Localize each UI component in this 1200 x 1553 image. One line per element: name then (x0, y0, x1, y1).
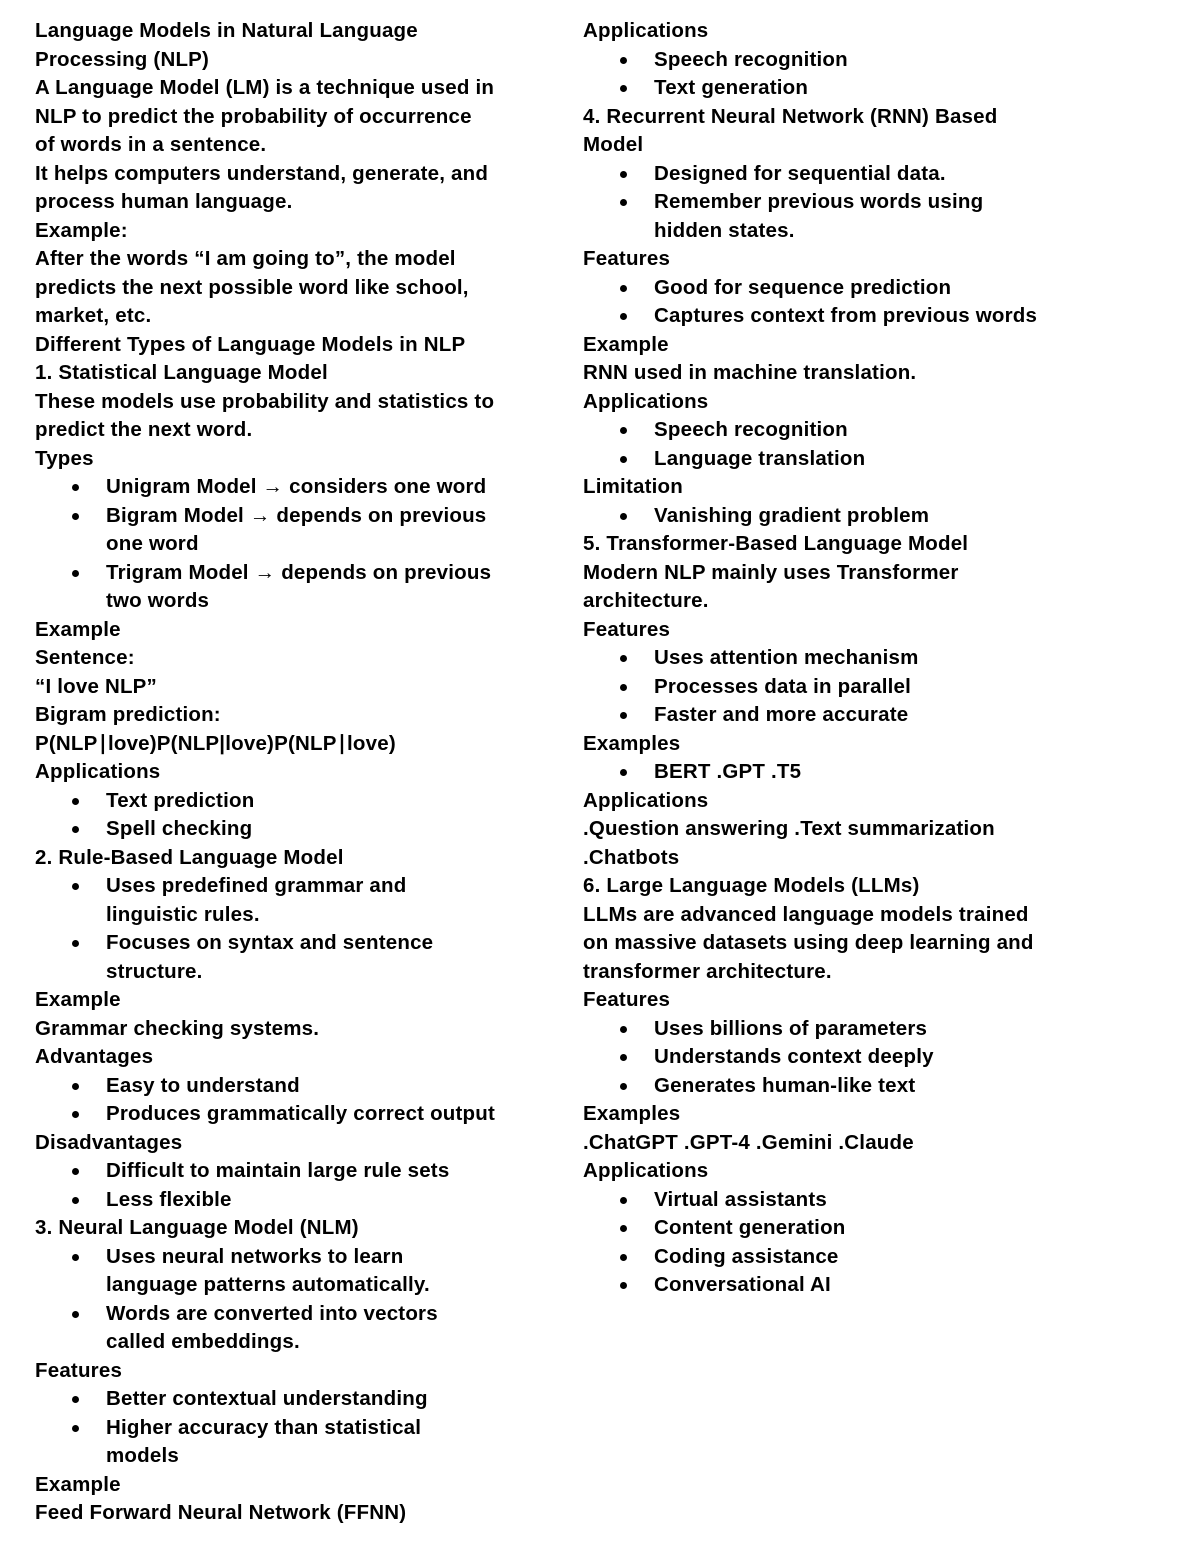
paragraph (35, 616, 525, 645)
list-item-text: Designed for sequential data. (654, 161, 946, 185)
paragraph (35, 359, 525, 388)
text-line: 1. Statistical Language Model (35, 361, 328, 384)
list-item-text: Understands context deeply (654, 1045, 934, 1068)
list-item (35, 872, 525, 929)
paragraph (583, 559, 1063, 616)
bullet-icon (72, 1396, 79, 1403)
bullet-list (583, 416, 1063, 473)
list-item-text: Unigram Model → considers one word (106, 475, 487, 498)
list-item-text: Less flexible (106, 1187, 232, 1211)
list-item (35, 929, 525, 986)
bullet-icon (620, 1225, 627, 1232)
list-item-text: structure. (106, 959, 203, 983)
paragraph (583, 616, 1063, 645)
bullet-icon (620, 1197, 627, 1204)
text-line: Applications (583, 19, 709, 42)
paragraph (583, 730, 1063, 759)
text-line: Example: (35, 218, 128, 242)
list-item-text: Vanishing gradient problem (654, 503, 930, 527)
bullet-icon (620, 1026, 627, 1033)
list-item-text: Uses predefined grammar and (106, 874, 407, 897)
paragraph (35, 245, 525, 331)
list-item-text: Speech recognition (654, 47, 848, 71)
list-item-text: Easy to understand (106, 1073, 300, 1097)
list-item (35, 1385, 525, 1414)
text-line: These models use probability and statistics to (35, 389, 495, 413)
paragraph (583, 17, 1063, 46)
bullet-icon (72, 513, 79, 520)
text-line: Features (583, 617, 671, 641)
list-item-text: language patterns automatically. (106, 1273, 430, 1296)
text-line: 4. Recurrent Neural Network (RNN) Based (583, 104, 998, 128)
bullet-list (583, 274, 1063, 331)
list-item (583, 502, 1063, 531)
bullet-list (35, 1072, 525, 1129)
list-item-text: Bigram Model → depends on previous (106, 503, 487, 527)
bullet-list (35, 1243, 525, 1357)
paragraph (583, 473, 1063, 502)
bullet-icon (620, 85, 627, 92)
paragraph (583, 103, 1063, 160)
text-line: LLMs are advanced language models trained (583, 902, 1029, 926)
bullet-icon (72, 484, 79, 491)
text-line: Sentence: (35, 646, 135, 669)
text-line: Grammar checking systems. (35, 1016, 320, 1040)
text-line: It helps computers understand, generate, and (35, 161, 489, 185)
paragraph (35, 673, 525, 702)
list-item-text: Focuses on syntax and sentence (106, 931, 434, 954)
list-item (35, 559, 525, 616)
text-line: “I love NLP” (35, 674, 158, 698)
list-item (583, 46, 1063, 75)
text-line: Features (583, 247, 671, 270)
text-line: Features (35, 1358, 123, 1382)
list-item (35, 1072, 525, 1101)
list-item (583, 1072, 1063, 1101)
paragraph (583, 1129, 1063, 1158)
paragraph (583, 530, 1063, 559)
list-item-text: linguistic rules. (106, 902, 260, 926)
paragraph (35, 74, 525, 160)
bullet-icon (620, 1083, 627, 1090)
bullet-list (583, 1186, 1063, 1300)
bullet-icon (72, 1254, 79, 1261)
text-line: Applications (35, 760, 161, 783)
text-line: Applications (583, 389, 709, 413)
list-item-text: Generates human-like text (654, 1073, 916, 1097)
text-line: After the words “I am going to”, the model (35, 247, 456, 270)
text-line: predict the next word. (35, 418, 253, 441)
text-line: market, etc. (35, 304, 152, 327)
bullet-list (583, 1015, 1063, 1101)
bullet-list (35, 872, 525, 986)
paragraph (35, 701, 525, 730)
bullet-icon (72, 1311, 79, 1318)
list-item (35, 1243, 525, 1300)
list-item-text: two words (106, 589, 210, 612)
list-item-text: Uses attention mechanism (654, 646, 919, 669)
bullet-icon (72, 826, 79, 833)
list-item (583, 1043, 1063, 1072)
text-line: Example (35, 617, 121, 641)
bullet-list (583, 758, 1063, 787)
paragraph (583, 245, 1063, 274)
bullet-icon (620, 712, 627, 719)
text-line: Types (35, 446, 94, 470)
paragraph (583, 901, 1063, 987)
paragraph (583, 815, 1063, 872)
bullet-icon (620, 1054, 627, 1061)
bullet-icon (72, 1111, 79, 1118)
bullet-list (35, 1385, 525, 1471)
text-line: Processing (NLP) (35, 47, 210, 71)
list-item-text: Conversational AI (654, 1273, 831, 1296)
paragraph (35, 1499, 525, 1528)
text-line: 6. Large Language Models (LLMs) (583, 874, 920, 897)
text-line: Feed Forward Neural Network (FFNN) (35, 1501, 407, 1524)
paragraph (583, 1100, 1063, 1129)
text-line: Applications (583, 1159, 709, 1182)
list-item (35, 502, 525, 559)
paragraph (583, 872, 1063, 901)
bullet-list (583, 502, 1063, 531)
list-item-text: Virtual assistants (654, 1187, 827, 1211)
list-item (35, 1414, 525, 1471)
text-line: 3. Neural Language Model (NLM) (35, 1216, 359, 1239)
list-item-text: models (106, 1444, 179, 1467)
list-item-text: Uses neural networks to learn (106, 1244, 404, 1268)
text-line: Applications (583, 788, 709, 812)
paragraph (35, 388, 525, 445)
bullet-list (583, 46, 1063, 103)
paragraph (35, 758, 525, 787)
text-line: NLP to predict the probability of occurrence (35, 104, 472, 128)
list-item-text: BERT .GPT .T5 (654, 760, 802, 783)
paragraph (35, 1471, 525, 1500)
list-item (583, 644, 1063, 673)
text-line: Example (35, 988, 121, 1011)
bullet-icon (72, 570, 79, 577)
text-line: Advantages (35, 1045, 154, 1068)
list-item-text: Good for sequence prediction (654, 275, 952, 299)
text-line: Limitation (583, 475, 683, 498)
bullet-icon (72, 1168, 79, 1175)
list-item-text: Better contextual understanding (106, 1387, 428, 1410)
bullet-icon (72, 940, 79, 947)
text-line: Examples (583, 731, 681, 755)
list-item (35, 787, 525, 816)
bullet-icon (72, 1083, 79, 1090)
text-line: A Language Model (LM) is a technique used in (35, 76, 495, 99)
list-item-text: Difficult to maintain large rule sets (106, 1159, 450, 1182)
list-item-text: Language translation (654, 446, 866, 470)
text-line: Different Types of Language Models in NLP (35, 332, 466, 356)
list-item-text: Uses billions of parameters (654, 1016, 928, 1040)
list-item (583, 160, 1063, 189)
text-line: 2. Rule-Based Language Model (35, 845, 344, 869)
text-line: predicts the next possible word like school, (35, 275, 469, 299)
bullet-icon (72, 798, 79, 805)
list-item (35, 473, 525, 502)
paragraph (35, 844, 525, 873)
bullet-icon (620, 171, 627, 178)
list-item (35, 815, 525, 844)
list-item-text: Coding assistance (654, 1244, 839, 1268)
paragraph (35, 17, 525, 74)
bullet-list (35, 787, 525, 844)
paragraph (583, 986, 1063, 1015)
paragraph (583, 359, 1063, 388)
list-item-text: Produces grammatically correct output (106, 1102, 496, 1125)
paragraph (583, 331, 1063, 360)
list-item-text: Words are converted into vectors (106, 1301, 438, 1325)
list-item (583, 1015, 1063, 1044)
bullet-icon (620, 285, 627, 292)
list-item (583, 758, 1063, 787)
paragraph (35, 331, 525, 360)
list-item-text: Processes data in parallel (654, 674, 912, 698)
bullet-icon (620, 655, 627, 662)
paragraph (583, 787, 1063, 816)
text-line: Examples (583, 1102, 681, 1125)
list-item (583, 74, 1063, 103)
text-line: 5. Transformer-Based Language Model (583, 532, 969, 555)
text-line: transformer architecture. (583, 959, 832, 983)
list-item (583, 416, 1063, 445)
list-item-text: Faster and more accurate (654, 703, 909, 726)
list-item-text: Spell checking (106, 817, 253, 840)
paragraph (35, 217, 525, 246)
text-line: Example (583, 332, 669, 356)
list-item (35, 1186, 525, 1215)
bullet-icon (72, 883, 79, 890)
bullet-icon (620, 199, 627, 206)
text-line: RNN used in machine translation. (583, 361, 917, 384)
bullet-icon (620, 513, 627, 520)
list-item (583, 1243, 1063, 1272)
list-item-text: one word (106, 532, 199, 555)
paragraph (35, 160, 525, 217)
text-line: Model (583, 133, 644, 156)
text-line: Features (583, 988, 671, 1011)
text-line: process human language. (35, 190, 293, 213)
list-item (583, 1186, 1063, 1215)
list-item-text: Higher accuracy than statistical (106, 1415, 422, 1439)
paragraph (35, 644, 525, 673)
right-column (583, 17, 1063, 1300)
list-item-text: Content generation (654, 1216, 846, 1239)
bullet-icon (620, 57, 627, 64)
list-item-text: Speech recognition (654, 418, 848, 441)
list-item (35, 1300, 525, 1357)
paragraph (35, 1129, 525, 1158)
paragraph (35, 445, 525, 474)
paragraph (583, 1157, 1063, 1186)
bullet-icon (72, 1425, 79, 1432)
list-item-text: called embeddings. (106, 1330, 300, 1353)
paragraph (35, 730, 525, 759)
list-item-text: Captures context from previous words (654, 304, 1038, 327)
list-item-text: Text prediction (106, 788, 255, 812)
text-line: architecture. (583, 589, 709, 612)
text-line: .ChatGPT .GPT-4 .Gemini .Claude (583, 1130, 914, 1154)
bullet-list (35, 473, 525, 616)
paragraph (583, 388, 1063, 417)
paragraph (35, 1043, 525, 1072)
list-item-text: Remember previous words using (654, 190, 984, 213)
list-item (583, 1271, 1063, 1300)
bullet-list (583, 160, 1063, 246)
paragraph (35, 986, 525, 1015)
text-line: Modern NLP mainly uses Transformer (583, 560, 959, 584)
bullet-icon (72, 1197, 79, 1204)
list-item (35, 1100, 525, 1129)
bullet-icon (620, 1254, 627, 1261)
text-line: on massive datasets using deep learning and (583, 931, 1034, 954)
list-item (583, 302, 1063, 331)
list-item (583, 274, 1063, 303)
paragraph (35, 1214, 525, 1243)
text-line: Bigram prediction: (35, 703, 221, 726)
bullet-icon (620, 313, 627, 320)
text-line: of words in a sentence. (35, 133, 267, 156)
list-item (583, 188, 1063, 245)
bullet-list (35, 1157, 525, 1214)
list-item (583, 673, 1063, 702)
list-item (583, 701, 1063, 730)
list-item (583, 445, 1063, 474)
list-item (583, 1214, 1063, 1243)
list-item-text: Text generation (654, 76, 809, 99)
text-line: .Question answering .Text summarization (583, 817, 995, 840)
bullet-icon (620, 1282, 627, 1289)
paragraph (35, 1357, 525, 1386)
left-column (35, 17, 525, 1528)
text-line: Disadvantages (35, 1130, 183, 1154)
bullet-icon (620, 427, 627, 434)
list-item (35, 1157, 525, 1186)
bullet-list (583, 644, 1063, 730)
bullet-icon (620, 684, 627, 691)
text-line: P(NLP∣love)P(NLP|love)P(NLP∣love) (35, 731, 396, 755)
bullet-icon (620, 769, 627, 776)
text-line: .Chatbots (583, 845, 680, 869)
bullet-icon (620, 456, 627, 463)
text-line: Language Models in Natural Language (35, 19, 418, 42)
text-line: Example (35, 1472, 121, 1496)
paragraph (35, 1015, 525, 1044)
list-item-text: hidden states. (654, 218, 795, 242)
list-item-text: Trigram Model → depends on previous (106, 560, 492, 584)
